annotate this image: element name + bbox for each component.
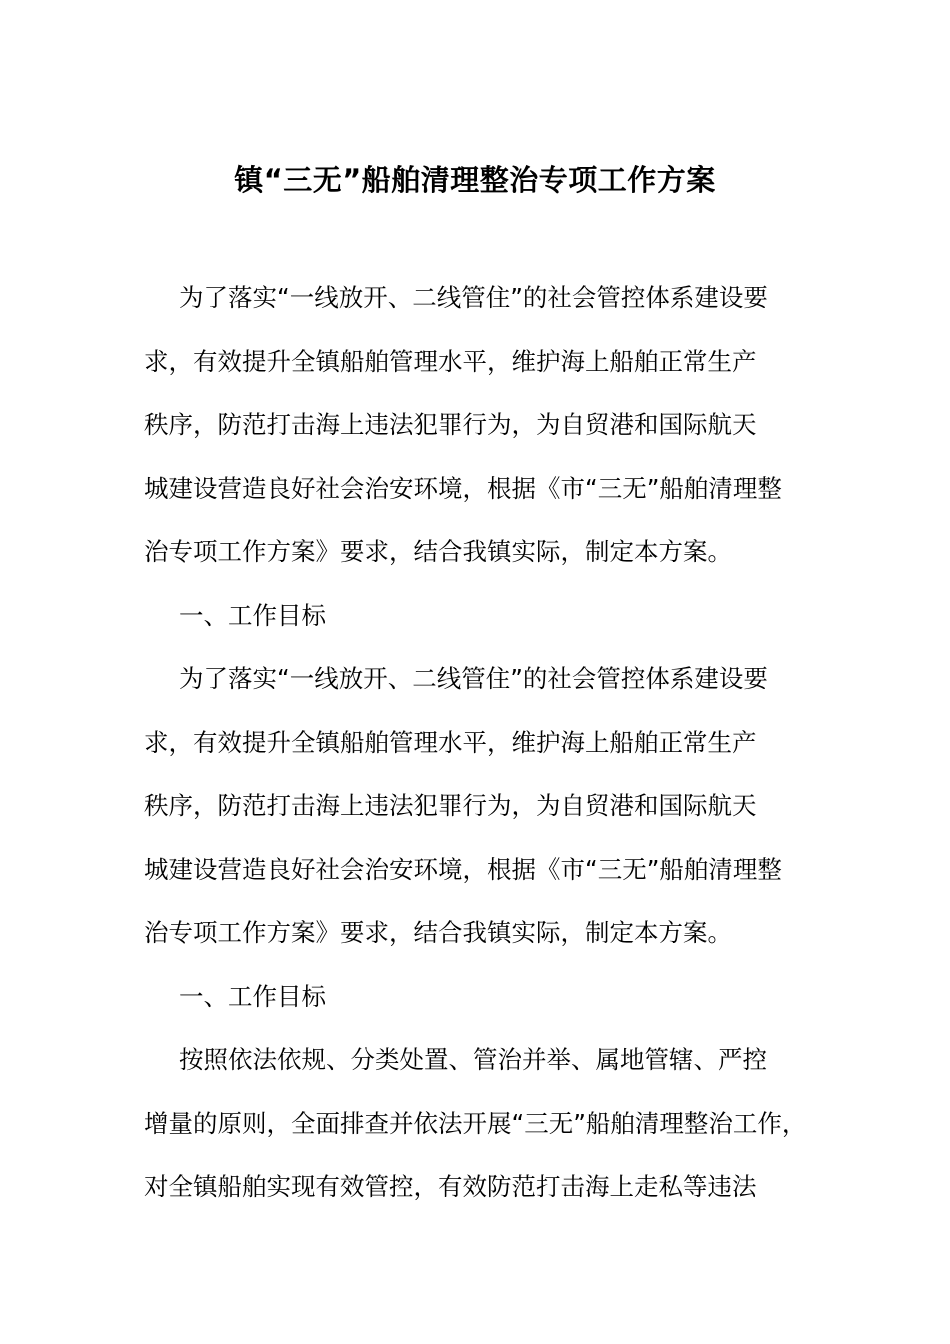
paragraph-line: 秩序，防范打击海上违法犯罪行为，为自贸港和国际航天 <box>144 410 757 439</box>
paragraph-line: 求，有效提升全镇船舶管理水平，维护海上船舶正常生产 <box>144 346 757 376</box>
paragraph-line: 求，有效提升全镇船舶管理水平，维护海上船舶正常生产 <box>144 727 757 757</box>
paragraph-line: 秩序，防范打击海上违法犯罪行为，为自贸港和国际航天 <box>144 791 757 820</box>
paragraph-line: 治专项工作方案》要求，结合我镇实际，制定本方案。 <box>144 918 732 947</box>
paragraph-line: 增量的原则，全面排查并依法开展“三无”船舶清理整治工作， <box>144 1108 807 1138</box>
paragraph-line: 按照依法依规、分类处置、管治并举、属地管辖、严控 <box>179 1045 767 1074</box>
document-title: 镇“三无”船舶清理整治专项工作方案 <box>234 163 716 197</box>
paragraph-line: 城建设营造良好社会治安环境，根据《市“三无”船舶清理整 <box>144 473 782 503</box>
paragraph-line: 治专项工作方案》要求，结合我镇实际，制定本方案。 <box>144 537 732 566</box>
paragraph-line: 城建设营造良好社会治安环境，根据《市“三无”船舶清理整 <box>144 854 782 884</box>
paragraph-line: 为了落实“一线放开、二线管住”的社会管控体系建设要 <box>179 283 768 312</box>
paragraph-line: 为了落实“一线放开、二线管住”的社会管控体系建设要 <box>179 664 768 693</box>
paragraph-line: 对全镇船舶实现有效管控，有效防范打击海上走私等违法 <box>144 1172 757 1201</box>
section-heading: 一、工作目标 <box>179 981 326 1011</box>
section-heading: 一、工作目标 <box>179 600 326 630</box>
document-body <box>144 266 824 1219</box>
